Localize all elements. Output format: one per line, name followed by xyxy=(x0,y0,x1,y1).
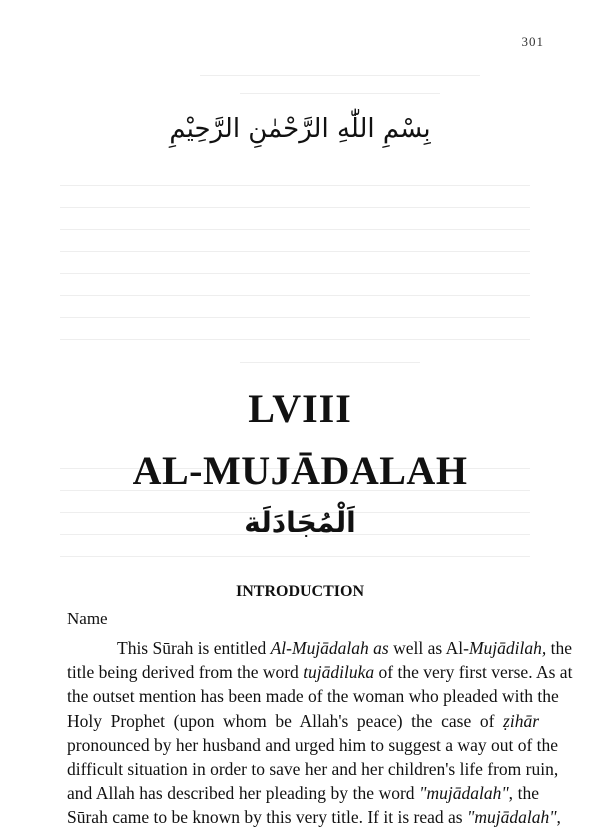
text-run: difficult situation in order to save her and her children's life from ruin, xyxy=(67,759,559,779)
body-line xyxy=(67,684,559,708)
text-run: and Allah has described her pleading by the word xyxy=(67,783,420,804)
surah-number: LVIII xyxy=(248,386,352,431)
body-line xyxy=(67,757,559,781)
italic-term: ẓihār xyxy=(503,710,539,731)
page-number: 301 xyxy=(521,34,544,49)
text-run: well as Al- xyxy=(388,638,469,658)
surah-title-arabic: اَلْمُجَادَلَة xyxy=(244,506,356,539)
bismillah-heading: بِسْمِ اللّٰهِ الرَّحْمٰنِ الرَّحِيْمِ xyxy=(169,114,431,144)
bleed-through-line xyxy=(60,185,530,186)
body-line xyxy=(67,781,539,805)
text-run: Sūrah came to be known by this very title. If it is read as xyxy=(67,807,467,828)
bleed-through-line xyxy=(60,251,530,252)
italic-term: "mujādalah" xyxy=(466,807,557,828)
bleed-through-line xyxy=(60,207,530,208)
text-run: the xyxy=(546,638,572,658)
italic-term: "mujādalah" xyxy=(419,783,509,804)
text-run: , the xyxy=(508,783,539,804)
body-line xyxy=(67,805,561,829)
text-run: title being derived from the word xyxy=(67,662,304,683)
bleed-through-line xyxy=(200,75,480,76)
bleed-through-line xyxy=(240,93,440,94)
bleed-through-line xyxy=(60,339,530,340)
italic-term: tujādiluka xyxy=(303,662,375,683)
bleed-through-line xyxy=(60,295,530,296)
section-heading: INTRODUCTION xyxy=(235,583,364,600)
text-run: This Sūrah is entitled xyxy=(117,638,271,658)
surah-title: AL-MUJĀDALAH xyxy=(132,448,468,493)
bleed-through-line xyxy=(60,556,530,557)
bleed-through-line xyxy=(60,317,530,318)
text-run: of the very first verse. As at xyxy=(374,662,573,683)
body-line xyxy=(117,636,572,660)
italic-term: Mujādilah, xyxy=(468,638,547,658)
body-line xyxy=(67,709,539,733)
text-run: , xyxy=(556,807,561,828)
bleed-through-line xyxy=(60,229,530,230)
body-line xyxy=(67,660,573,684)
bleed-through-line xyxy=(60,273,530,274)
bleed-through-line xyxy=(240,362,420,363)
subheading-name: Name xyxy=(67,609,108,628)
text-run: Holy Prophet (upon whom be Allah's peace) the case of xyxy=(67,710,504,731)
text-run: the outset mention has been made of the woman who pleaded with the xyxy=(67,686,559,707)
body-line xyxy=(67,733,559,757)
text-run: pronounced by her husband and urged him to suggest a way out of the xyxy=(67,734,559,755)
italic-term: Al-Mujādalah as xyxy=(270,638,389,658)
